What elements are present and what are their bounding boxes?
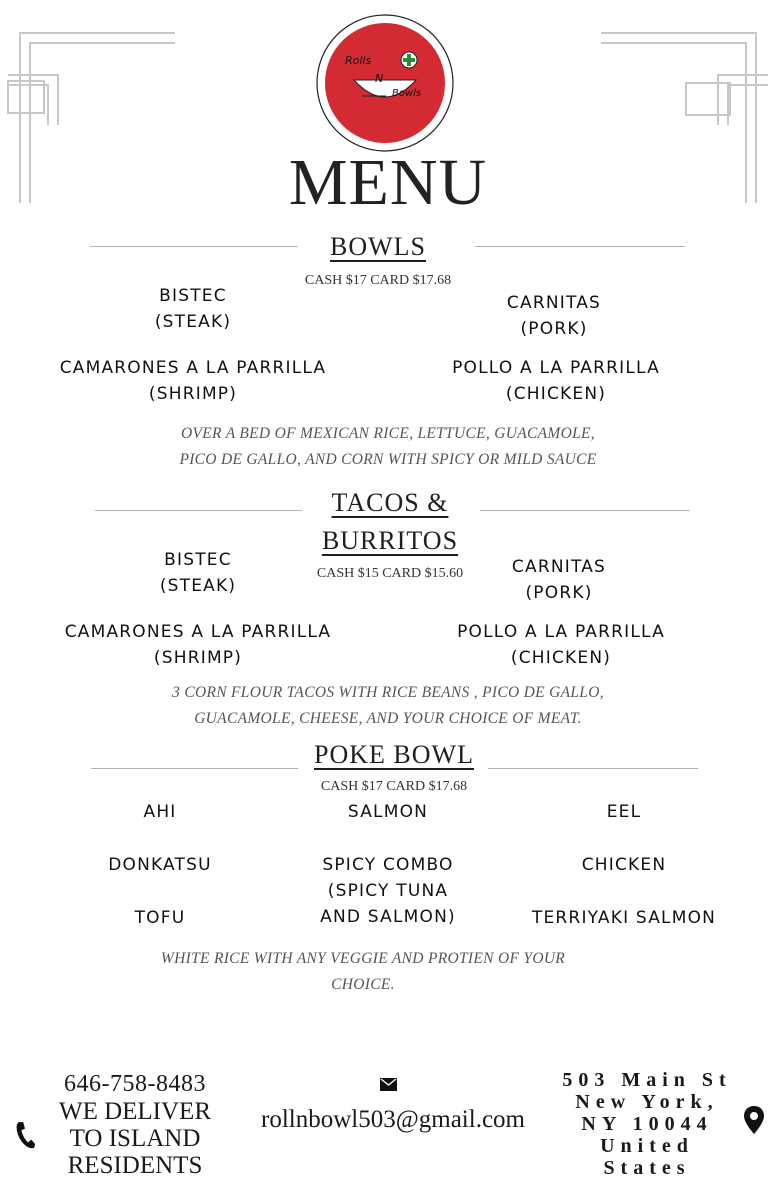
menu-item: CAMARONES A LA PARRILLA (SHRIMP) [59,358,327,404]
price-bowls: CASH $17 CARD $17.68 [304,273,452,288]
logo-word-n: N [375,72,384,85]
corner-decoration-left [0,25,180,205]
delivery-note: WE DELIVER TO ISLAND RESIDENTS [58,1098,212,1179]
menu-item: BISTEC (STEAK) [154,286,232,332]
corner-decoration-right [596,25,776,205]
price-poke: CASH $17 CARD $17.68 [320,779,468,794]
menu-item: TERRIYAKI SALMON [531,908,717,928]
menu-item: DONKATSU [108,855,212,875]
phone-number[interactable]: 646-758-8483 [64,1071,206,1097]
price-tacos: CASH $15 CARD $15.60 [316,566,464,581]
logo [314,12,456,154]
section-description: OVER A BED OF MEXICAN RICE, LETTUCE, GUACAMOLE, PICO DE GALLO, AND CORN WITH SPICY OR MILD SAUCE [179,425,597,468]
logo-word-bowls: Bowls [392,88,422,99]
phone-icon [14,1120,36,1150]
menu-item: EEL [606,802,642,822]
location-pin-icon [744,1106,764,1134]
divider-line [90,246,298,247]
divider-line [488,768,698,769]
section-description: WHITE RICE WITH ANY VEGGIE AND PROTIEN OF YOUR CHOICE. [160,950,566,993]
menu-item: POLLO A LA PARRILLA (CHICKEN) [452,358,660,404]
section-description: 3 CORN FLOUR TACOS WITH RICE BEANS , PICO DE GALLO, GUACAMOLE, CHEESE, AND YOUR CHOICE OF MEAT. [172,684,604,727]
divider-line [480,510,690,511]
menu-item: SALMON [347,802,429,822]
page-title: MENU [288,146,488,219]
section-heading-poke: POKE BOWL [314,740,474,769]
menu-item: CARNITAS (PORK) [506,293,602,339]
menu-item: TOFU [134,908,186,928]
menu-item: AHI [143,802,177,822]
section-heading-bowls: BOWLS [330,232,426,261]
menu-item: BISTEC (STEAK) [159,550,237,596]
email-icon [380,1078,397,1091]
menu-item: CAMARONES A LA PARRILLA (SHRIMP) [64,622,332,668]
menu-item: SPICY COMBO (SPICY TUNA AND SALMON) [320,855,456,927]
menu-item: CHICKEN [581,855,667,875]
logo-circle [314,12,456,154]
divider-line [95,510,302,511]
email-address[interactable]: rollnbowl503@gmail.com [261,1106,525,1133]
menu-item: POLLO A LA PARRILLA (CHICKEN) [457,622,665,668]
section-heading-tacos-line2: BURRITOS [321,526,459,555]
divider-line [91,768,298,769]
section-heading-tacos-line1: TACOS & [331,488,449,517]
divider-line [475,246,685,247]
menu-item: CARNITAS (PORK) [511,557,607,603]
address: 503 Main St New York, NY 10044 United States [562,1069,732,1179]
logo-word-rolls: Rolls [345,54,372,67]
